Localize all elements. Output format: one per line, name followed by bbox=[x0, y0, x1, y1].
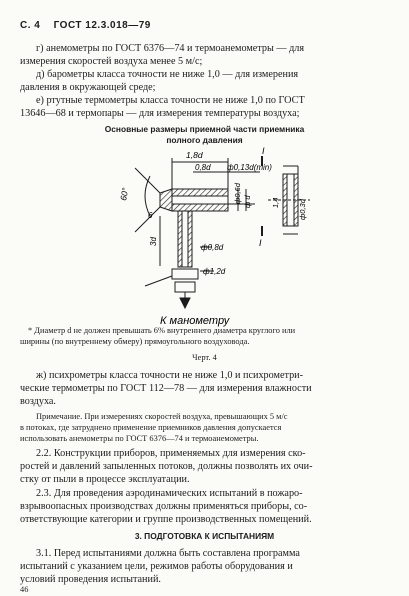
para-3-1-line2: испытаний с указанием цели, режимов работы оборудования и bbox=[20, 561, 293, 572]
item-d-line1: д) барометры класса точности не ниже 1,0 — для измерения bbox=[36, 69, 299, 80]
note-line1: Примечание. При измерениях скоростей воздуха, превышающих 5 м/с bbox=[36, 412, 288, 421]
item-zh-line3: воздуха. bbox=[20, 396, 56, 407]
figure-title-line2: полного давления bbox=[166, 135, 243, 145]
standard-code: ГОСТ 12.3.018—79 bbox=[53, 20, 151, 31]
footer-page-number: 46 bbox=[20, 585, 29, 594]
dim-6: 6 bbox=[148, 211, 153, 220]
page-number: С. 4 bbox=[20, 20, 41, 31]
para-2-3-line1: 2.3. Для проведения аэродинамических испытаний в пожаро- bbox=[36, 488, 303, 499]
probe-drawing bbox=[0, 146, 409, 331]
dim-phi-0-6d: ф0,6d bbox=[233, 183, 242, 204]
item-d-line2: давления в окружающей среде; bbox=[20, 82, 156, 93]
footnote-line1: * Диаметр d не должен превышать 6% внутреннего диаметра круглого или bbox=[28, 326, 296, 335]
footnote-line2: ширины (по внутреннему обмеру) прямоугольного воздуховода. bbox=[20, 337, 250, 346]
para-2-3-line2: взрывоопасных производствах должны применяться приборы, со- bbox=[20, 501, 308, 512]
item-e-line2: 13646—68 и термопары — для измерения температуры воздуха; bbox=[20, 108, 300, 119]
figure-caption: Черт. 4 bbox=[192, 353, 217, 362]
note-line2: в потоках, где затруднено применение приемников давления допускается bbox=[20, 423, 282, 432]
section-mark-i-bottom: I bbox=[259, 238, 262, 248]
para-3-1-line1: 3.1. Перед испытаниями должна быть составлена программа bbox=[36, 548, 300, 559]
item-e-line1: е) ртутные термометры класса точности не ниже 1,0 по ГОСТ bbox=[36, 95, 305, 106]
page-header bbox=[20, 20, 161, 31]
dim-phi-d: ф d bbox=[243, 195, 252, 208]
note-line3: использовать анемометры по ГОСТ 6376—74 и термоанемометры. bbox=[20, 434, 259, 443]
item-g-line2: измерения скоростей воздуха менее 5 м/с; bbox=[20, 56, 203, 67]
item-g-line1: г) анемометры по ГОСТ 6376—74 и термоанемометры — для bbox=[36, 43, 305, 54]
dim-1-8d: 1,8d bbox=[186, 150, 203, 160]
dim-phi-0-3d: ф0,3d bbox=[298, 199, 307, 220]
dim-0-8d-top: 0,8d bbox=[195, 163, 211, 172]
figure-title-line1: Основные размеры приемной части приемника bbox=[104, 124, 305, 134]
section-title: 3. ПОДГОТОВКА К ИСПЫТАНИЯМ bbox=[134, 531, 275, 541]
section-mark-i-top: I bbox=[262, 146, 265, 156]
arrow-label: К манометру bbox=[160, 315, 230, 327]
dim-phi-0-8d: ф0,8d bbox=[201, 243, 224, 252]
para-2-2-line3: стку от пыли в процессе эксплуатации. bbox=[20, 474, 190, 485]
angle-60: 60° bbox=[118, 186, 131, 202]
para-2-2-line2: ростей и давлений запыленных потоков, должны позволять их очи- bbox=[20, 461, 313, 472]
dim-0-13d: ф0,13d(min) bbox=[227, 163, 272, 172]
item-zh-line2: ческие термометры по ГОСТ 112—78 — для измерения влажности bbox=[20, 383, 312, 394]
dim-3d: 3d bbox=[149, 237, 158, 246]
para-2-2-line1: 2.2. Конструкции приборов, применяемых для измерения ско- bbox=[36, 448, 306, 459]
dim-1-4: 1,4 bbox=[271, 197, 280, 208]
item-zh-line1: ж) психрометры класса точности не ниже 1,0 и психрометри- bbox=[36, 370, 304, 381]
para-3-1-line3: условий проведения испытаний. bbox=[20, 574, 161, 585]
para-2-3-line3: ответствующие категории и группе производственных помещений. bbox=[20, 514, 312, 525]
dim-phi-1-2d: ф1,2d bbox=[203, 267, 226, 276]
